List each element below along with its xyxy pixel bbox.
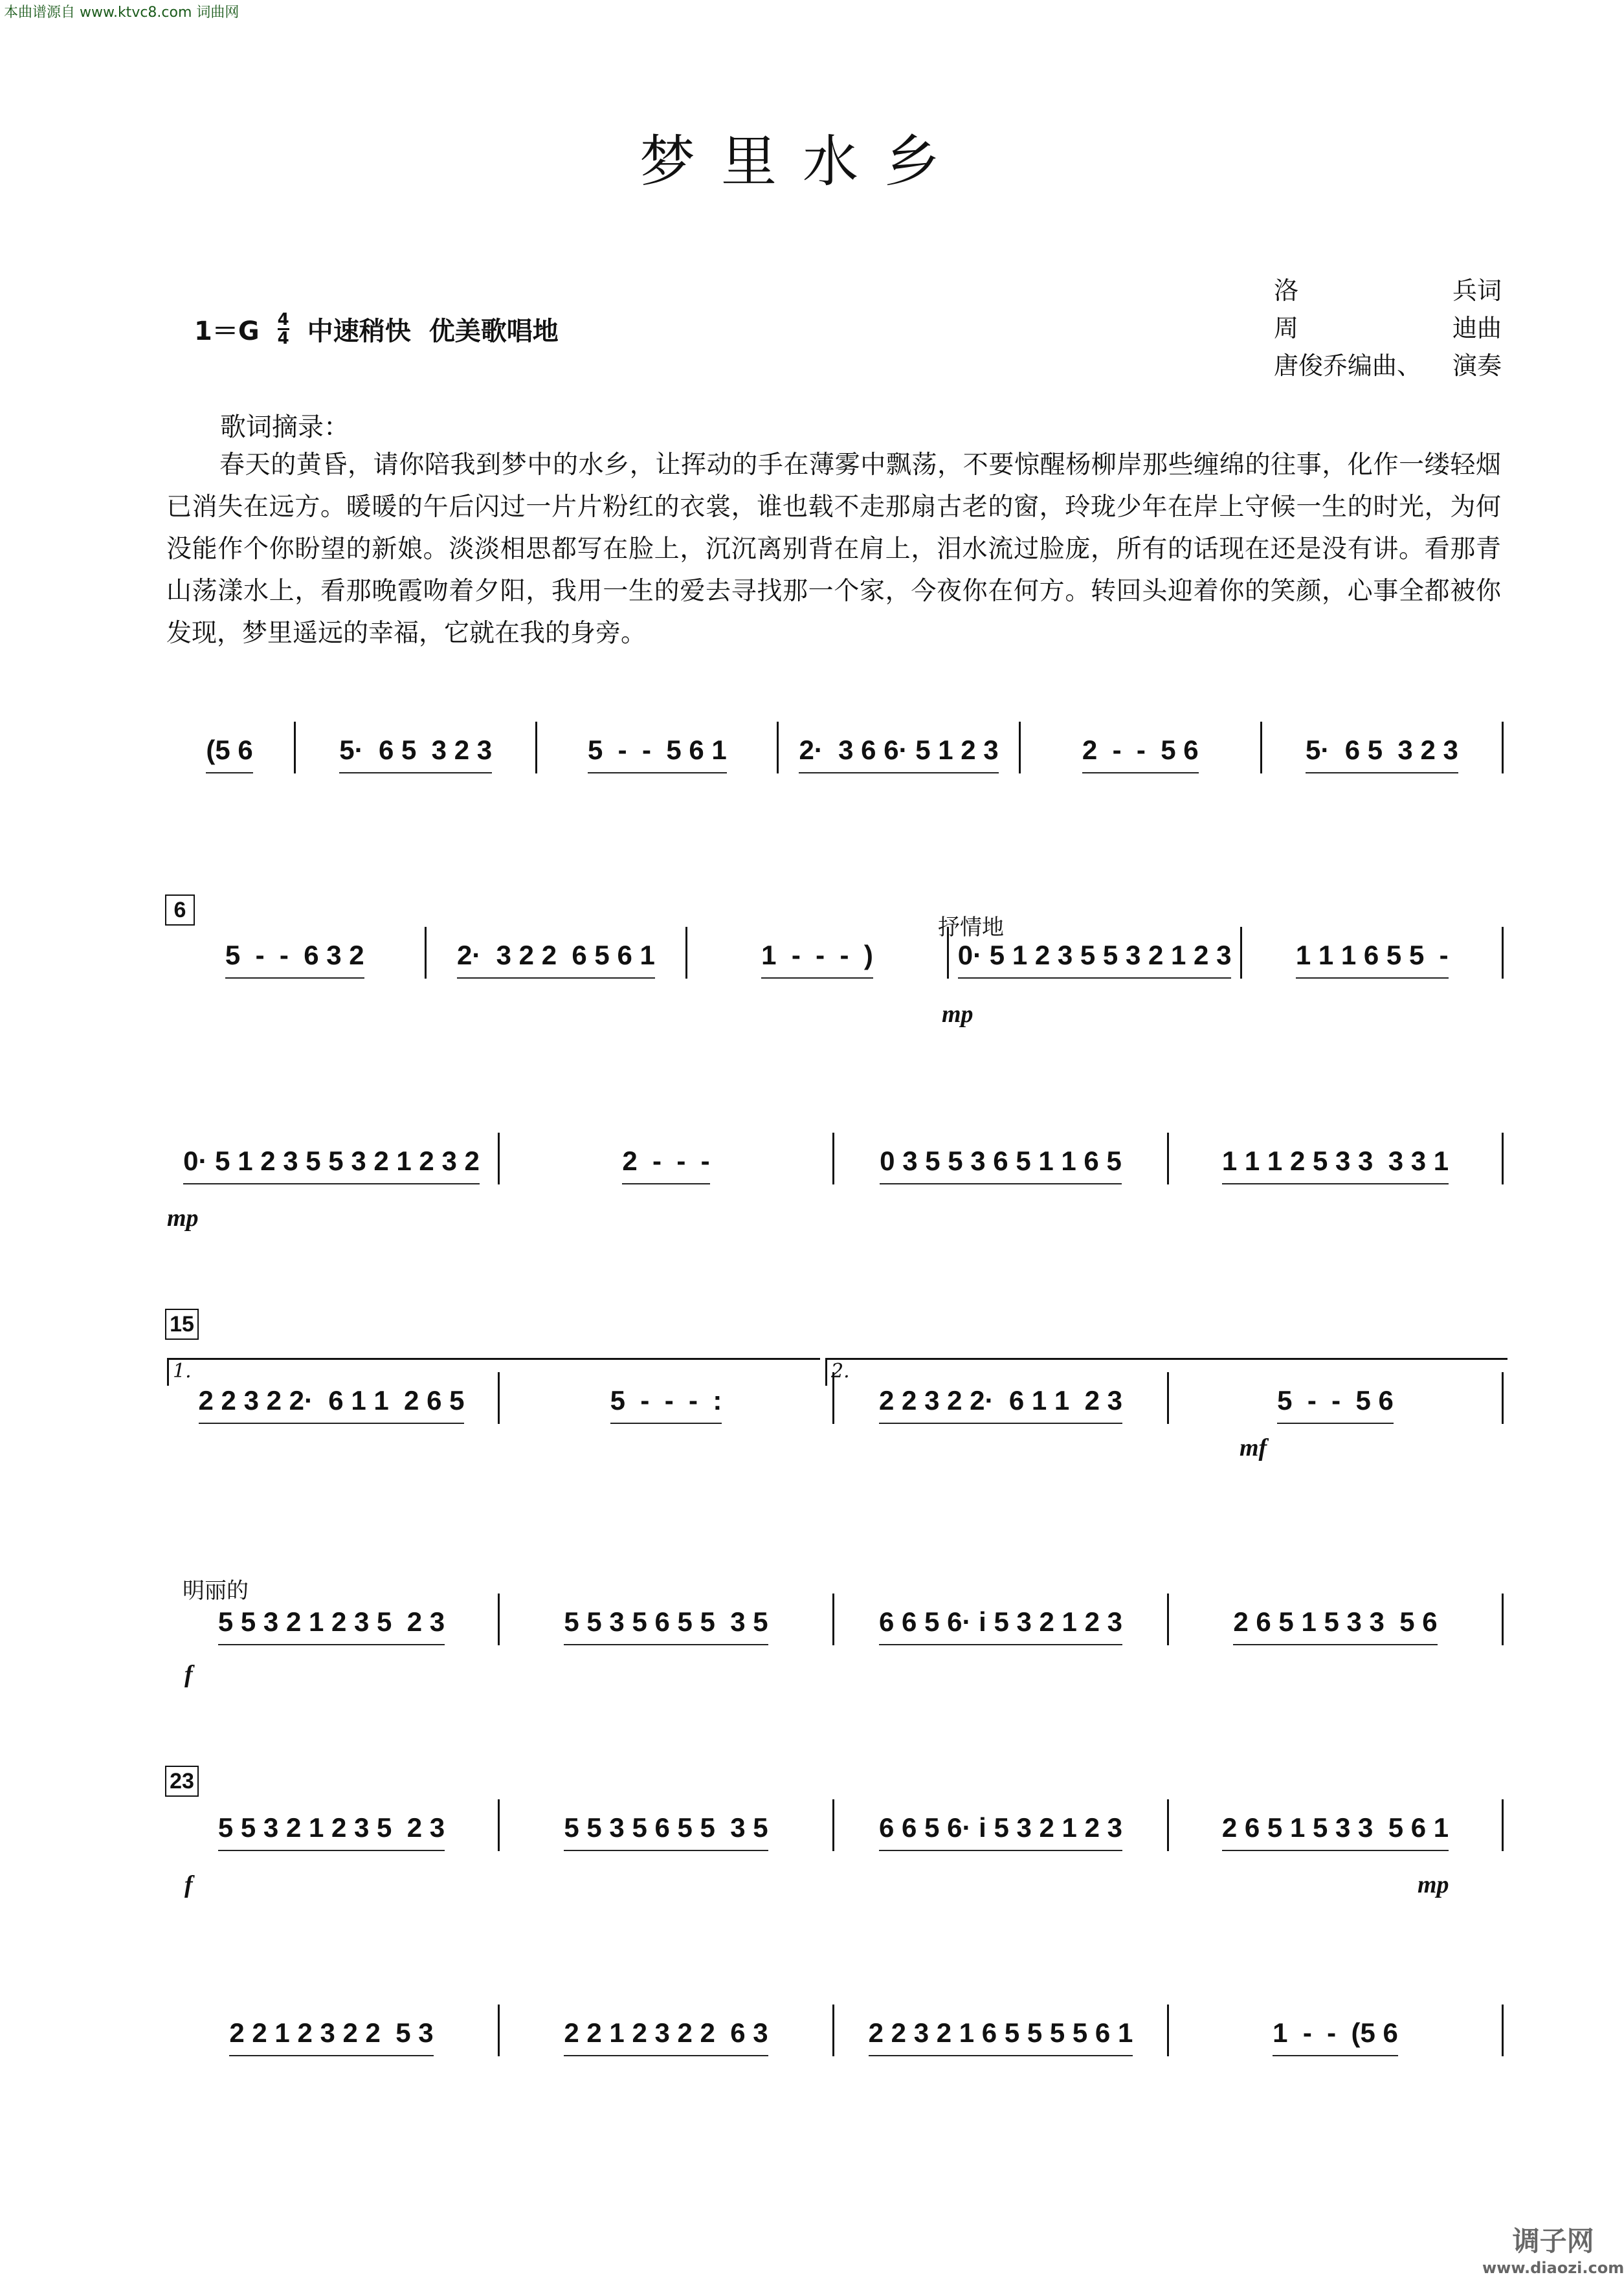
volta-1: 1. bbox=[167, 1358, 820, 1386]
measure-notes: 5 5 3 5 6 5 5 3 5 bbox=[564, 1606, 768, 1645]
dynamic-marking: mf bbox=[1240, 1434, 1267, 1461]
measure-notes: 5 5 3 5 6 5 5 3 5 bbox=[564, 1812, 768, 1851]
measure bbox=[165, 1372, 500, 1424]
score-line bbox=[165, 1133, 1504, 1184]
score-line bbox=[165, 1372, 1504, 1424]
measure bbox=[500, 1594, 834, 1645]
measure bbox=[165, 1799, 500, 1851]
measure-number: 6 bbox=[165, 894, 195, 926]
style-marking: 优美歌唱地 bbox=[428, 317, 559, 346]
measure bbox=[834, 1594, 1169, 1645]
measure bbox=[165, 1133, 500, 1184]
key-signature-line bbox=[194, 311, 559, 348]
measure bbox=[1169, 2005, 1504, 2056]
score-line bbox=[165, 1594, 1504, 1645]
score-line bbox=[165, 722, 1504, 773]
measure-notes: 2· 3 2 2 6 5 6 1 bbox=[457, 940, 655, 979]
measure bbox=[165, 722, 296, 773]
measure bbox=[1169, 1594, 1504, 1645]
volta-2: 2. bbox=[825, 1358, 1507, 1386]
dynamic-marking: mp bbox=[942, 1001, 973, 1028]
measure-notes: 0· 5 1 2 3 5 5 3 2 1 2 3 2 bbox=[183, 1146, 480, 1184]
expression-marking: 抒情地 bbox=[938, 915, 1004, 940]
measure-notes: 2 6 5 1 5 3 3 5 6 bbox=[1233, 1606, 1437, 1645]
dynamic-marking: f bbox=[184, 1871, 193, 1898]
measure bbox=[834, 1372, 1169, 1424]
source-note: 本曲谱源自 www.ktvc8.com 词曲网 bbox=[4, 5, 239, 21]
measure-notes: 6 6 5 6· i 5 3 2 1 2 3 bbox=[879, 1606, 1122, 1645]
measure-notes: 5 - - 6 3 2 bbox=[225, 940, 364, 979]
measure bbox=[500, 1799, 834, 1851]
measure bbox=[834, 1799, 1169, 1851]
measure-notes: (5 6 bbox=[206, 735, 252, 773]
dynamic-marking: f bbox=[184, 1661, 193, 1688]
measure bbox=[427, 927, 688, 979]
credit-composer: 周 迪曲 bbox=[1274, 314, 1502, 342]
measure bbox=[165, 2005, 500, 2056]
measure-notes: 0 3 5 5 3 6 5 1 1 6 5 bbox=[880, 1146, 1122, 1184]
measure-notes: 5· 6 5 3 2 3 bbox=[1306, 735, 1458, 773]
measure bbox=[537, 722, 779, 773]
measure-notes: 2 2 3 2 1 6 5 5 5 5 6 1 bbox=[869, 2017, 1133, 2056]
measure-notes: 5 - - 5 6 1 bbox=[588, 735, 727, 773]
measure-notes: 0· 5 1 2 3 5 5 3 2 1 2 3 bbox=[958, 940, 1232, 979]
measure bbox=[500, 1133, 834, 1184]
score-line bbox=[165, 1799, 1504, 1851]
measure-notes: 2 6 5 1 5 3 3 5 6 1 bbox=[1222, 1812, 1449, 1851]
lyrics-heading: 歌词摘录： bbox=[220, 412, 350, 442]
measure-notes: 2 - - 5 6 bbox=[1082, 735, 1199, 773]
measure-notes: 2 - - - bbox=[622, 1146, 709, 1184]
measure-notes: 5 5 3 2 1 2 3 5 2 3 bbox=[218, 1606, 445, 1645]
measure bbox=[834, 2005, 1169, 2056]
measure bbox=[296, 722, 537, 773]
measure-number: 15 bbox=[165, 1309, 199, 1340]
measure bbox=[1262, 722, 1504, 773]
measure-notes: 5 - - 5 6 bbox=[1277, 1385, 1394, 1424]
expression-marking: 明丽的 bbox=[183, 1578, 249, 1604]
measure-notes: 1 1 1 6 5 5 - bbox=[1296, 940, 1449, 979]
measure-notes: 5 5 3 2 1 2 3 5 2 3 bbox=[218, 1812, 445, 1851]
dynamic-marking: mp bbox=[1418, 1871, 1449, 1898]
measure bbox=[834, 1133, 1169, 1184]
measure bbox=[687, 927, 949, 979]
measure bbox=[1242, 927, 1504, 979]
measure bbox=[500, 2005, 834, 2056]
credit-lyricist: 洛 兵词 bbox=[1274, 276, 1502, 305]
measure-notes: 6 6 5 6· i 5 3 2 1 2 3 bbox=[879, 1812, 1122, 1851]
credit-arranger: 唐俊乔编曲、 演奏 bbox=[1274, 351, 1502, 380]
measure bbox=[949, 927, 1243, 979]
page-title: 梦里水乡 bbox=[640, 129, 966, 194]
measure-notes: 5· 6 5 3 2 3 bbox=[339, 735, 492, 773]
measure-notes: 2· 3 6 6· 5 1 2 3 bbox=[799, 735, 998, 773]
dynamic-marking: mp bbox=[167, 1205, 199, 1232]
measure-notes: 2 2 3 2 2· 6 1 1 2 3 bbox=[879, 1385, 1122, 1424]
measure bbox=[1169, 1133, 1504, 1184]
measure bbox=[165, 1594, 500, 1645]
time-signature: $\frac{4}{4}$ bbox=[277, 310, 289, 348]
key-signature: 1＝G bbox=[194, 317, 260, 346]
measure-number: 23 bbox=[165, 1766, 199, 1797]
lyrics-text: 春天的黄昏，请你陪我到梦中的水乡，让挥动的手在薄雾中飘荡，不要惊醒杨柳岸那些缠绵的往事，化作一缕轻烟已消失在远方。暖暖的午后闪过一片片粉红的衣裳，谁也载不走那扇古老的窗，玲珑少年在岸上守候一生的时光，为何没能作个你盼望的新娘。淡淡相思都写在脸上，沉沉离别背在肩上，泪水流过脸庞，所有的话现在还是没有讲。看那青山荡漾水上，看那晚霞吻着夕阳，我用一生的爱去寻找那一个家，今夜你在何方。转回头迎着你的笑颜，心事全都被你发现，梦里遥远的幸福，它就在我的身旁。 bbox=[166, 450, 1501, 648]
measure-notes: 5 - - - : bbox=[610, 1385, 722, 1424]
measure-notes: 2 2 3 2 2· 6 1 1 2 6 5 bbox=[199, 1385, 465, 1424]
score-line bbox=[165, 927, 1504, 979]
site-logo: 调子网 www.diaozi.com bbox=[1482, 2225, 1624, 2277]
measure bbox=[779, 722, 1020, 773]
measure-notes: 1 1 1 2 5 3 3 3 3 1 bbox=[1222, 1146, 1449, 1184]
tempo: 中速稍快 bbox=[307, 317, 411, 346]
measure bbox=[1169, 1799, 1504, 1851]
score-line bbox=[165, 2005, 1504, 2056]
measure-notes: 2 2 1 2 3 2 2 5 3 bbox=[229, 2017, 433, 2056]
measure-notes: 1 - - (5 6 bbox=[1273, 2017, 1398, 2056]
measure bbox=[165, 927, 427, 979]
measure-notes: 1 - - - ) bbox=[761, 940, 873, 979]
measure bbox=[1021, 722, 1262, 773]
measure bbox=[1169, 1372, 1504, 1424]
measure-notes: 2 2 1 2 3 2 2 6 3 bbox=[564, 2017, 768, 2056]
measure bbox=[500, 1372, 834, 1424]
